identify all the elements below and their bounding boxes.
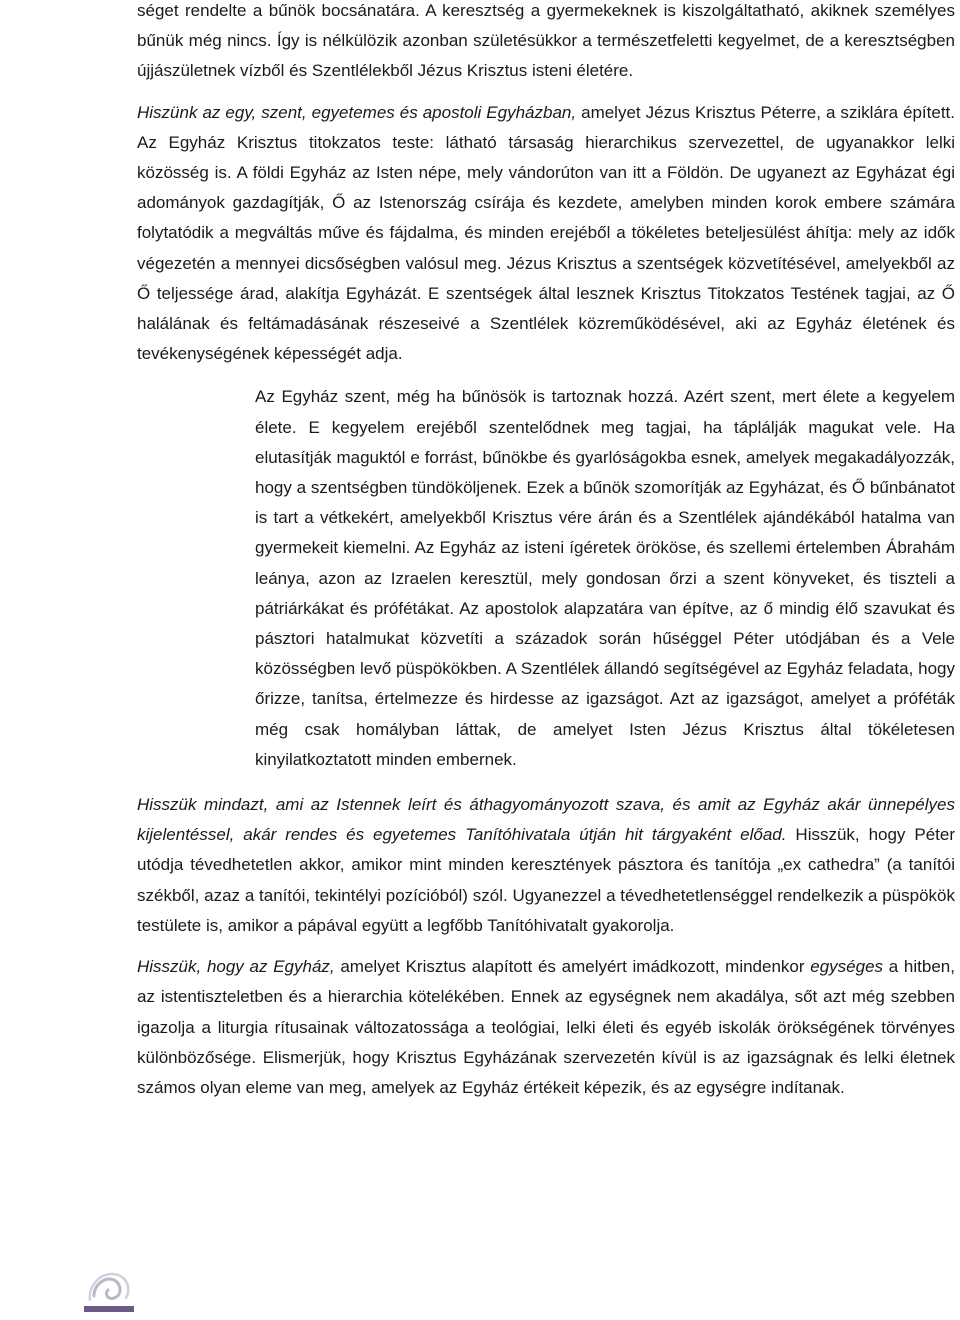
paragraph-2-text: amelyet Jézus Krisztus Péterre, a sziklára épített. Az Egyház Krisztus titokzatos teste: látható társaság hierarchikus szervezettel, de ugyanakkor lelki közösség is. A földi Egyház az Isten népe, mely vándorúton van itt a Földön. De ugyanezt az Egyházat égi adományok gazdagítják, Ő az Istenország csírája és kezdete, amelyben minden korok embere számára folytatódik a megváltás műve és fájdalma, és minden erejéből a tökéletes beteljesülést áhítja: mely az idők végezetén a mennyei dicsőségben valósul meg. Jézus Krisztus a szentségek közvetítésével, amelyekből az Ő teljessége árad, alakítja Egyházát. E szentségek által lesznek Krisztus Titokzatos Testének tagjai, az Ő halálának és feltámadásának részeseivé a Szentlélek közreműködésével, aki az Egyház életének és tevékenységének képességét adja. (137, 102, 955, 364)
footer-accent-bar (84, 1306, 134, 1312)
paragraph-4 (137, 790, 955, 941)
paragraph-5-text-a: amelyet Krisztus alapított és amelyért imádkozott, mindenkor (340, 957, 805, 977)
document-body (137, 0, 955, 1103)
paragraph-5-italic-lead: Hisszük, hogy az Egyház, (137, 957, 335, 977)
paragraph-5 (137, 952, 955, 1103)
paragraph-4-text: Hisszük, hogy Péter utódja tévedhetetlen akkor, amikor mint minden keresztények pásztora és tanítója „ex cathedra” (a tanítói székből, azaz a tanítói, tekintélyi pozícióból) szól. Ugyanezzel a tévedhetetlenséggel rendelkezik a püspökök testülete is, amikor a pápával együtt a legfőbb Tanítóhivatalt gyakorolja. (137, 825, 955, 935)
paragraph-2 (137, 98, 955, 370)
indented-paragraph-text: Az Egyház szent, még ha bűnösök is tartoznak hozzá. Azért szent, mert élete a kegyelem élete. E kegyelem erejéből szentelődnek meg tagjai, ha táplálják magukat vele. Ha elutasítják maguktól e forrást, bűnökbe és gyarlóságokba esnek, amelyek megakadályozzák, hogy a szentségben tündököljenek. Ezek a bűnök szomorítják az Egyházat, és Ő bűnbánatot is tart a vétkekért, amelyekből Krisztus vére árán és a Szentlélek ajándékából hatalma van gyermekeit kiemelni. Az Egyház az isteni ígéretek örököse, és szellemi értelemben Ábrahám leánya, azon az Izraelen keresztül, mely gondosan őrzi a szent könyveket, és tiszteli a pátriárkákat és prófétákat. Az apostolok alapzatára van építve, az ő mindig élő szavukat és pásztori hatalmukat közvetíti a századok során hűséggel Péter utódjában és a Vele közösségben levő püspökökben. A Szentlélek állandó segítségével az Egyház feladata, hogy őrizze, tanítsa, értelmezze és hirdesse az igazságot. Azt az igazságot, amelyet a próféták még csak homályban láttak, de amelyet Isten Jézus Krisztus által tökéletesen kinyilatkoztatott minden embernek. (255, 387, 955, 769)
paragraph-5-text-b: a hitben, az istentiszteletben és a hierarchia kötelékében. Ennek az egységnek nem akadálya, sőt azt még szebben igazolja a liturgia rítusainak változatossága a teológiai, lelki életi és egyéb iskolák örökségének törvényes különbözősége. Elismerjük, hogy Krisztus Egyházának szervezetén kívül is az igazságnak és lelki életnek számos olyan eleme van meg, amelyek az Egyház értékeit képezik, és az egységre indítanak. (137, 957, 955, 1097)
paragraph-4-italic-lead: Hisszük mindazt, ami az Istennek leírt és áthagyományozott szava, és amit az Egyház akár ünnepélyes kijelentéssel, akár rendes és egyetemes Tanítóhivatala útján hit tárgyaként előad. (137, 795, 955, 845)
paragraph-5-italic-word: egységes (810, 957, 884, 977)
indented-paragraph (255, 382, 955, 775)
paragraph-2-italic-lead: Hiszünk az egy, szent, egyetemes és apostoli Egyházban, (137, 102, 577, 122)
paragraph-1-text: séget rendelte a bűnök bocsánatára. A keresztség a gyermekeknek is kiszolgáltatható, akiknek személyes bűnük még nincs. Így is nélkülözik azonban születésükkor a természetfeletti kegyelmet, de a keresztségben újjászületnek vízből és Szentlélekből Jézus Krisztus isteni életére. (137, 1, 955, 81)
paragraph-1 (137, 0, 955, 87)
